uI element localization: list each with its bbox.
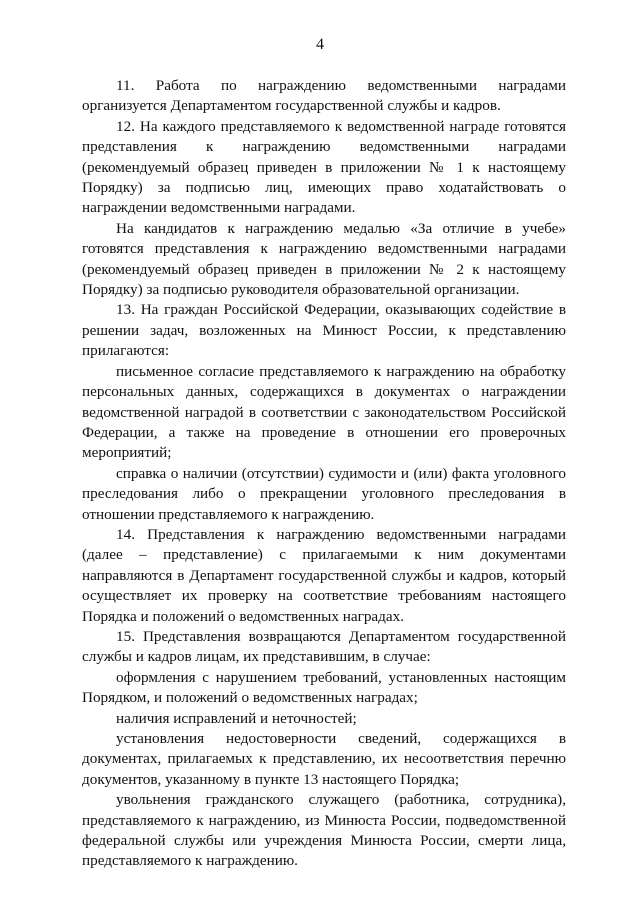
paragraph-13: 13. На граждан Российской Федерации, оказывающих содействие в решении задач, возложенных на Минюст России, к представлению прилагаются:	[82, 301, 566, 360]
paragraph-12: 12. На каждого представляемого к ведомственной награде готовятся представления к награждению ведомственными наградами (рекомендуемый образец приведен в приложении № 1 к настоящему Порядку) за подписью лиц, имеющих право ходатайствовать о награждении ведомственными наградами.	[82, 117, 566, 217]
document-body	[82, 76, 566, 872]
paragraph-12-medal-candidates: На кандидатов к награждению медалью «За отличие в учебе» готовятся представления к награждению ведомственными наградами (рекомендуемый образец приведен в приложении № 2 к настоящему Порядку) за подписью руководителя образовательной организации.	[82, 219, 566, 299]
paragraph-13-consent: письменное согласие представляемого к награждению на обработку персональных данных, содержащихся в документах о награждении ведомственной наградой в соответствии с законодательством Российской Федерации, а также на проведение в отношении его проверочных мероприятий;	[82, 362, 566, 462]
paragraph-15-corrections: наличия исправлений и неточностей;	[116, 709, 357, 727]
paragraph-15-improper-formatting: оформления с нарушением требований, установленных настоящим Порядком, и положений о ведомственных наградах;	[82, 668, 566, 707]
paragraph-15: 15. Представления возвращаются Департаментом государственной службы и кадров лицам, их представившим, в случае:	[82, 627, 566, 666]
paragraph-14: 14. Представления к награждению ведомственными наградами (далее – представление) с прилагаемыми к ним документами направляются в Департамент государственной службы и кадров, который осуществляет их проверку на соответствие требованиям настоящего Порядка и положений о ведомственных наградах.	[82, 525, 566, 625]
paragraph-13-criminal-record-certificate: справка о наличии (отсутствии) судимости и (или) факта уголовного преследования либо о прекращении уголовного преследования в отношении представляемого к награждению.	[82, 464, 566, 523]
paragraph-11: 11. Работа по награждению ведомственными наградами организуется Департаментом государственной службы и кадров.	[82, 77, 566, 115]
page-number: 4	[316, 36, 324, 53]
paragraph-15-inaccurate-information: установления недостоверности сведений, содержащихся в документах, прилагаемых к представлению, их несоответствия перечню документов, указанному в пункте 13 настоящего Порядка;	[82, 730, 566, 788]
paragraph-15-dismissal-or-death: увольнения гражданского служащего (работника, сотрудника), представляемого к награждению, из Минюста России, подведомственной федеральной службы или учреждения Минюста России, смерти лица, представляемого к награждению.	[82, 791, 566, 870]
